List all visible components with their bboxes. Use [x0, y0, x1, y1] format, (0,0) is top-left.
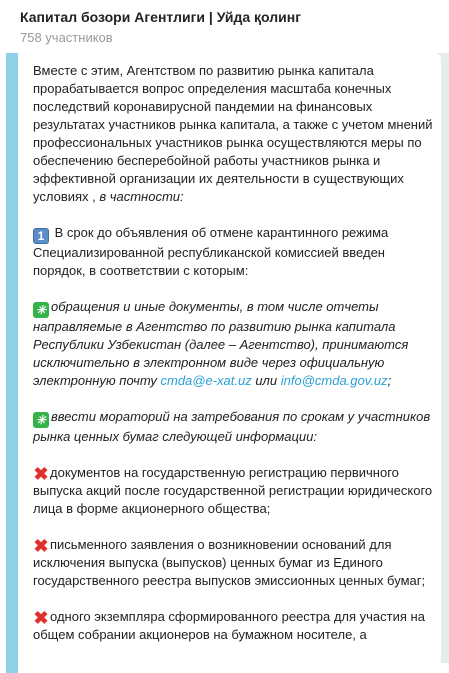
intro-emphasis: в частности:	[99, 189, 184, 204]
subscriber-count: 758 участников	[20, 30, 113, 45]
semicolon-text: ;	[387, 373, 392, 388]
email-link-2[interactable]: info@cmda.gov.uz	[280, 373, 388, 388]
paragraph-sparkle-1	[33, 298, 435, 390]
sparkle-icon: ✳	[33, 412, 49, 428]
keycap-one-icon: 1	[33, 228, 49, 244]
or-text: или	[251, 373, 281, 388]
cross-mark-icon: ✖	[33, 464, 49, 484]
cross-3-text: одного экземпляра сформированного реестра для участия на общем собрании акционеров на бумажном носителе, а	[33, 609, 425, 642]
item-1-text: В срок до объявления об отмене карантинного режима Специализированной республиканской комиссией введен порядок, в соответствии с которым:	[33, 225, 389, 278]
cross-mark-icon: ✖	[33, 536, 49, 556]
paragraph-intro	[33, 62, 435, 206]
cross-2-text: письменного заявления о возникновении оснований для исключения выпуска (выпусков) ценных бумаг из Единого государственного реестра выпусков эмиссионных ценных бумаг;	[33, 537, 426, 588]
intro-text: Вместе с этим, Агентством по развитию рынка капитала прорабатывается вопрос определения масштаба конечных последствий коронавирусной пандемии на финансовых результатах участников рынка капитала, а также с учетом мнений профессиональных участников рынка осуществляются меры по обеспечению бесперебойной работы участников рынка и эффективной организации их деятельности в существующих условиях ,	[33, 63, 433, 204]
chat-header[interactable]	[0, 0, 449, 50]
message-text	[33, 62, 435, 662]
cross-1-text: документов на государственную регистрацию первичного выпуска акций после государственной регистрации юридического лица в форме акционерного общества;	[33, 465, 433, 516]
paragraph-item-1	[33, 224, 435, 280]
forward-accent-bar	[6, 53, 18, 673]
sparkle-2-text: ввести мораторий на затребования по срокам у участников рынка ценных бумаг следующей информации:	[33, 409, 431, 444]
sparkle-1-text: обращения и иные документы, в том числе отчеты направляемые в Агентство по развитию рынка капитала Республики Узбекистан (далее – Агентство), принимаются исключительно в электронном виде через официальную электронную почту	[33, 299, 409, 388]
cross-mark-icon: ✖	[33, 608, 49, 628]
paragraph-sparkle-2	[33, 408, 435, 446]
paragraph-cross-3	[33, 608, 435, 644]
sparkle-icon: ✳	[33, 302, 49, 318]
paragraph-cross-2	[33, 536, 435, 590]
paragraph-cross-1	[33, 464, 435, 518]
chat-title: Капитал бозори Агентлиги | Уйда қолинг	[20, 9, 302, 25]
email-link-1[interactable]: cmda@e-xat.uz	[160, 373, 252, 388]
